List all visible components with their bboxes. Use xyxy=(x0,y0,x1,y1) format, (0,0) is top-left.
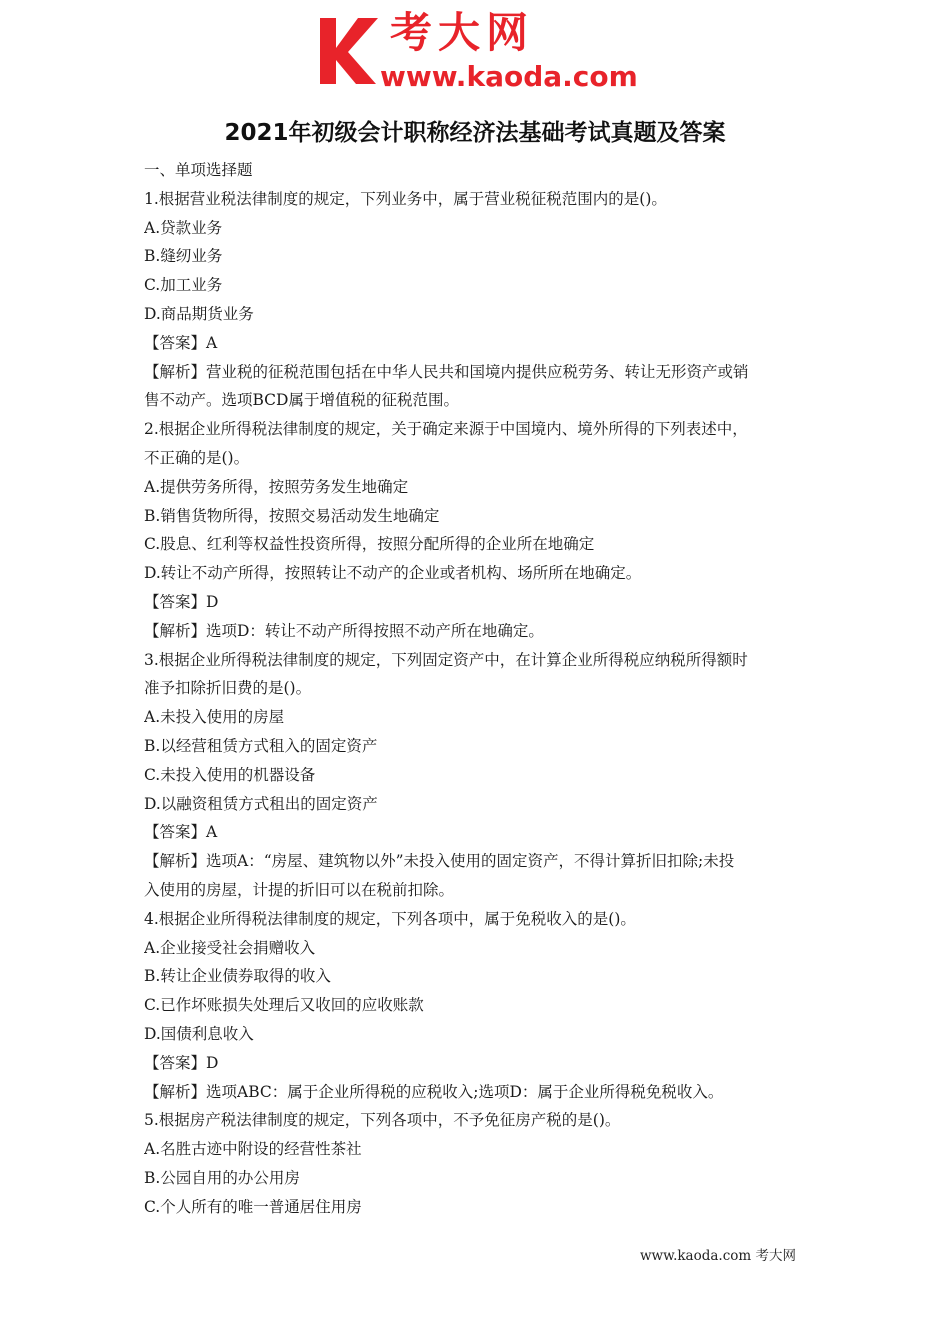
answer-line: 【答案】D xyxy=(144,592,219,611)
logo-name: 考大网 xyxy=(390,8,535,57)
document-title: 2021年初级会计职称经济法基础考试真题及答案 xyxy=(224,120,726,146)
answer-line: 【答案】A xyxy=(144,823,218,842)
logo-url: www.kaoda.com xyxy=(380,60,638,93)
option-line: C.已作坏账损失处理后又收回的应收账款 xyxy=(144,996,424,1015)
question-3: 3.根据企业所得税法律制度的规定，下列固定资产中，在计算企业所得税应纳税所得额时 xyxy=(144,650,748,669)
option-line: A.名胜古迹中附设的经营性茶社 xyxy=(144,1140,362,1159)
section-heading: 一、单项选择题 xyxy=(144,161,253,179)
option-line: C.个人所有的唯一普通居住用房 xyxy=(144,1197,362,1216)
analysis-line: 售不动产。选项BCD属于增值税的征税范围。 xyxy=(144,391,459,410)
option-line: B.销售货物所得，按照交易活动发生地确定 xyxy=(144,506,440,525)
answer-line: 【答案】D xyxy=(144,1053,219,1072)
question-line: 不正确的是()。 xyxy=(144,448,250,467)
analysis-line: 入使用的房屋，计提的折旧可以在税前扣除。 xyxy=(144,880,455,899)
option-line: D.转让不动产所得，按照转让不动产的企业或者机构、场所所在地确定。 xyxy=(144,564,642,583)
option-line: C.加工业务 xyxy=(144,276,223,295)
option-line: D.以融资租赁方式租出的固定资产 xyxy=(144,794,378,813)
option-line: B.公园自用的办公用房 xyxy=(144,1168,300,1187)
page-footer: www.kaoda.com 考大网 xyxy=(640,1248,796,1264)
option-line: A.贷款业务 xyxy=(144,218,223,237)
k-logo-icon xyxy=(318,14,382,86)
analysis-line: 【解析】选项D：转让不动产所得按照不动产所在地确定。 xyxy=(144,621,544,640)
option-line: A.企业接受社会捐赠收入 xyxy=(144,938,316,957)
analysis-line: 【解析】选项A：“房屋、建筑物以外”未投入使用的固定资产，不得计算折旧扣除;未投 xyxy=(144,852,735,871)
question-line: 准予扣除折旧费的是()。 xyxy=(144,679,312,698)
option-line: B.以经营租赁方式租入的固定资产 xyxy=(144,736,378,755)
analysis-line: 【解析】营业税的征税范围包括在中华人民共和国境内提供应税劳务、转让无形资产或销 xyxy=(144,362,749,381)
document-body xyxy=(144,156,804,1221)
option-line: D.国债利息收入 xyxy=(144,1024,254,1043)
kaoda-logo xyxy=(318,8,638,92)
answer-line: 【答案】A xyxy=(144,333,218,352)
option-line: B.缝纫业务 xyxy=(144,247,223,266)
option-line: A.提供劳务所得，按照劳务发生地确定 xyxy=(144,477,409,496)
option-line: D.商品期货业务 xyxy=(144,304,254,323)
question-1: 1.根据营业税法律制度的规定，下列业务中，属于营业税征税范围内的是()。 xyxy=(144,189,667,208)
analysis-line: 【解析】选项ABC：属于企业所得税的应税收入;选项D：属于企业所得税免税收入。 xyxy=(144,1082,724,1101)
question-4: 4.根据企业所得税法律制度的规定，下列各项中，属于免税收入的是()。 xyxy=(144,909,636,928)
question-2: 2.根据企业所得税法律制度的规定，关于确定来源于中国境内、境外所得的下列表述中， xyxy=(144,420,748,439)
option-line: A.未投入使用的房屋 xyxy=(144,708,285,727)
option-line: B.转让企业债券取得的收入 xyxy=(144,967,331,986)
question-5: 5.根据房产税法律制度的规定，下列各项中，不予免征房产税的是()。 xyxy=(144,1111,621,1130)
option-line: C.股息、红利等权益性投资所得，按照分配所得的企业所在地确定 xyxy=(144,535,595,554)
option-line: C.未投入使用的机器设备 xyxy=(144,765,316,784)
